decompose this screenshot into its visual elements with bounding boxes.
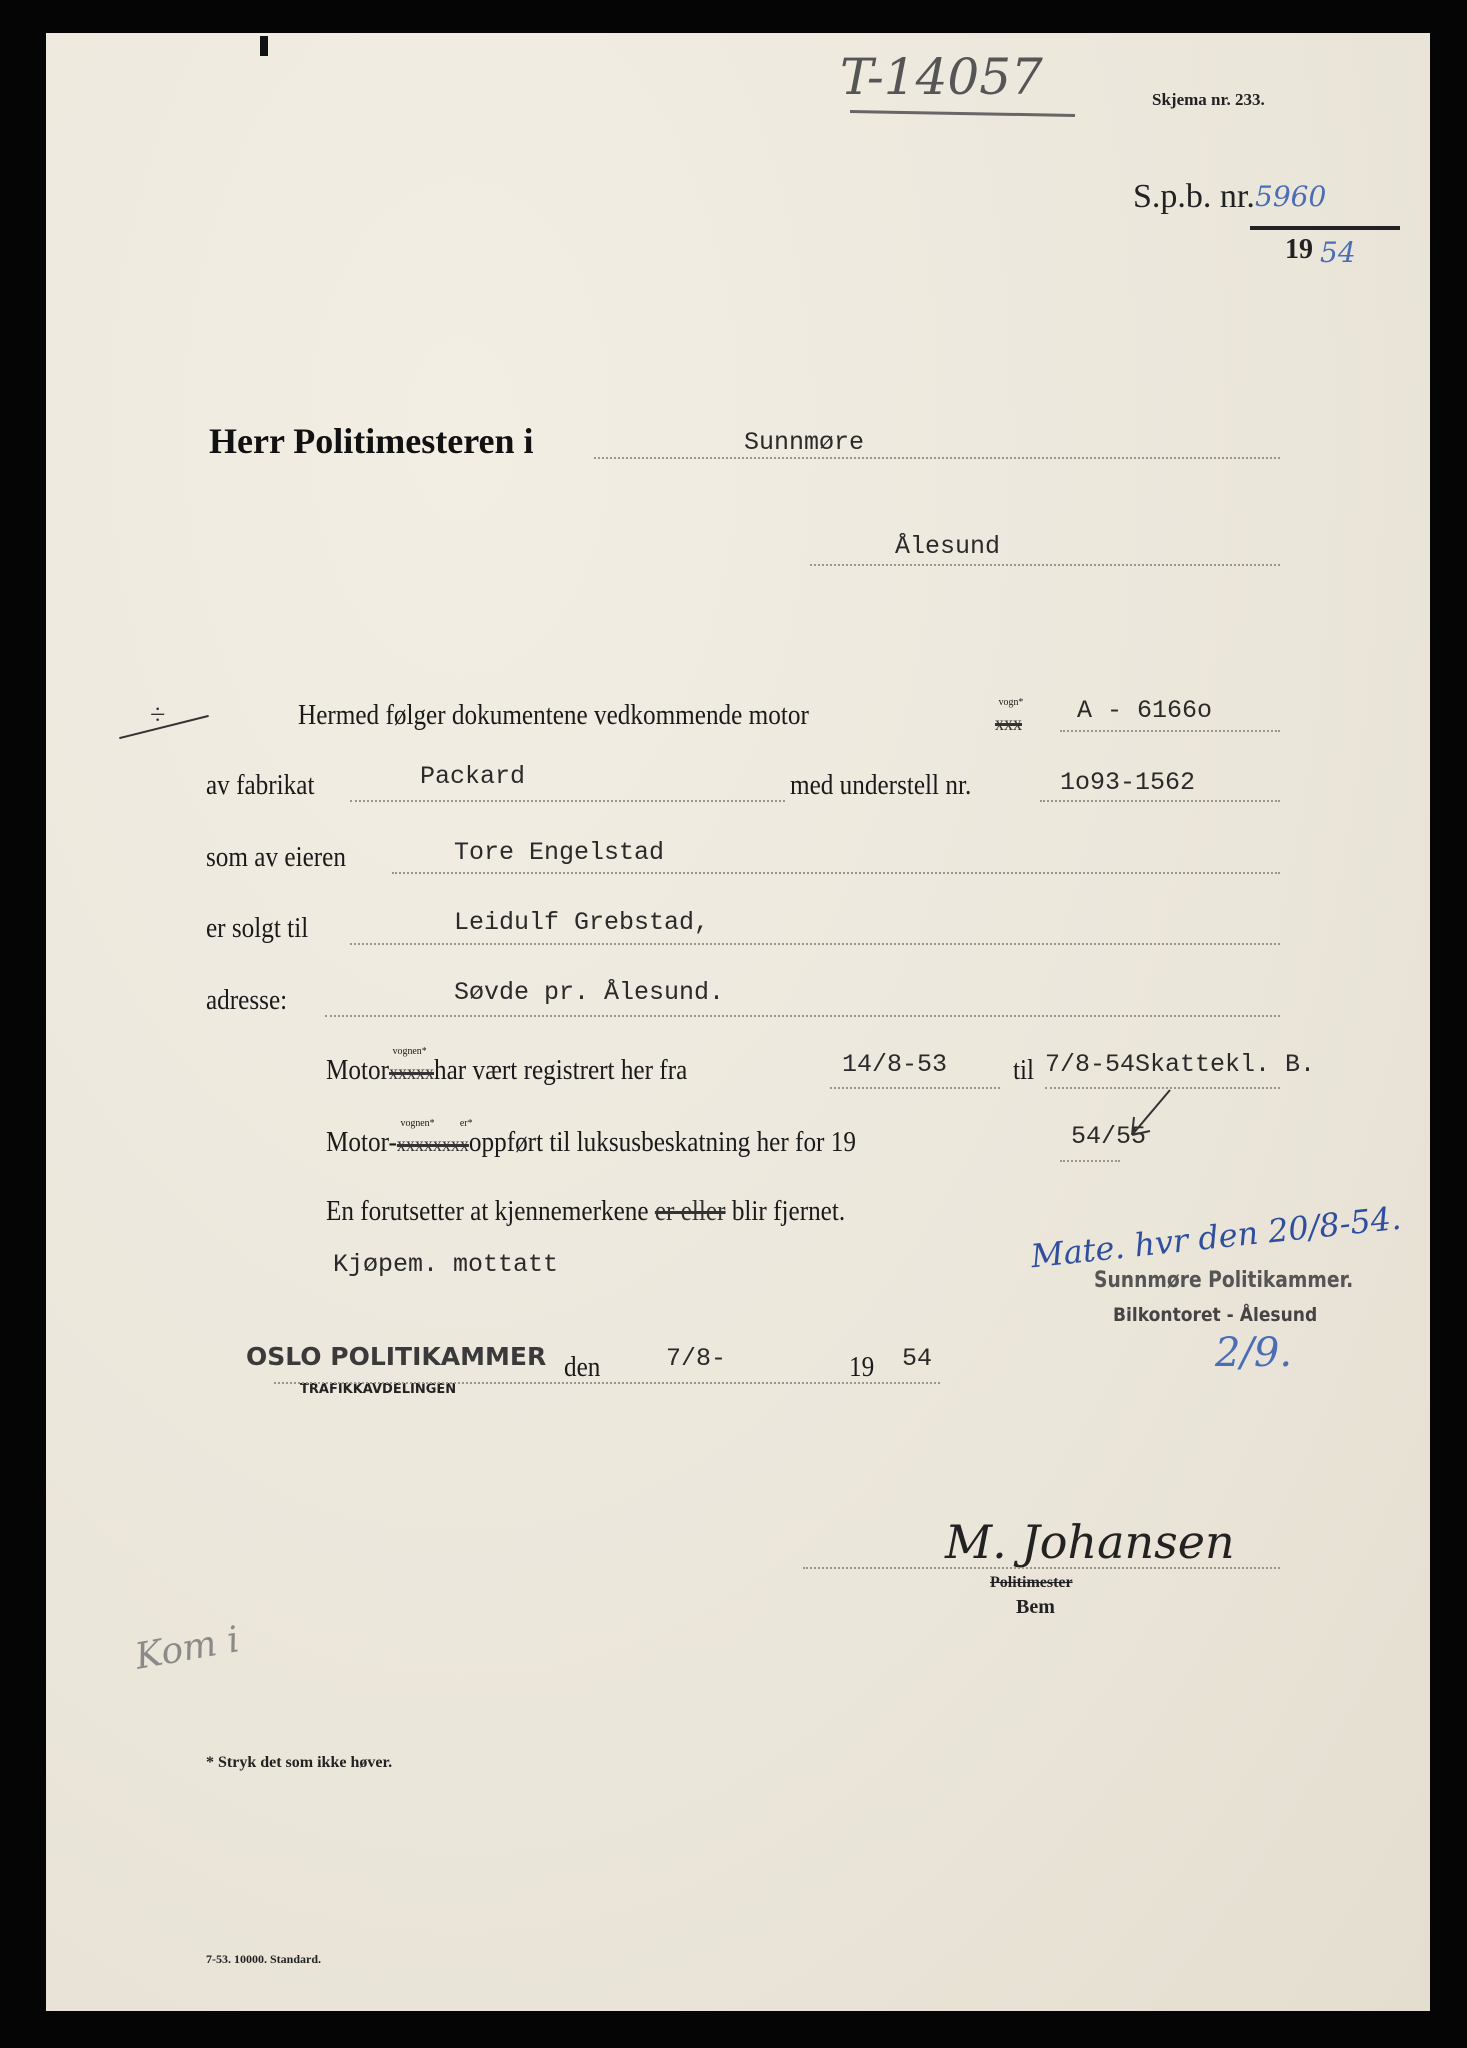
footnote: * Stryk det som ikke høver. <box>206 1754 393 1771</box>
reg-sup: vognen* <box>392 1045 427 1057</box>
sunnmore-stamp-line2: Bilkontoret - Ålesund <box>1113 1304 1318 1326</box>
chassis-label: med understell nr. <box>790 770 972 801</box>
reg-text: har vært registrert her fra <box>434 1055 688 1086</box>
chassis-line <box>1040 800 1280 802</box>
lux-struck: xxxxxxxx <box>396 1134 469 1156</box>
plates-text-b: blir fjernet. <box>731 1196 846 1227</box>
file-number: T-14057 <box>840 48 1043 106</box>
district: Sunnmøre <box>744 428 865 457</box>
received-note: Mate. hvr den 20/8-54. <box>1029 1198 1403 1276</box>
den-label: den <box>564 1352 601 1383</box>
buyer-line <box>350 943 1280 945</box>
reg-prefix: Motor <box>326 1055 389 1086</box>
owner-label: som av eieren <box>206 842 346 873</box>
signature-title2: Bem <box>1016 1596 1055 1618</box>
lux-sup1: vognen* <box>400 1117 435 1129</box>
addressee-label: Herr Politimesteren i <box>209 421 534 461</box>
print-info: 7-53. 10000. Standard. <box>206 1952 322 1966</box>
make-label: av fabrikat <box>206 770 315 801</box>
margin-note: Kom i <box>132 1619 243 1678</box>
signature-line <box>803 1567 1280 1569</box>
oslo-stamp-line2: TRAFIKKAVDELINGEN <box>300 1382 457 1397</box>
purchase-note: Kjøpem. mottatt <box>333 1250 559 1279</box>
luxury-tax-row <box>326 1117 856 1159</box>
registration: A - 6166o <box>1077 696 1213 725</box>
make-line <box>350 800 785 802</box>
vehicle-struck <box>995 696 1024 738</box>
sunnmore-stamp-line1: Sunnmøre Politikammer. <box>1094 1268 1354 1293</box>
reg-to: 7/8-54Skattekl. B. <box>1045 1050 1316 1079</box>
reg-to-label: til <box>1013 1055 1035 1086</box>
arrow-mark <box>1120 1085 1180 1145</box>
district-line <box>594 457 1280 459</box>
year-suffix: 54 <box>902 1344 933 1373</box>
registration-period-row <box>326 1045 688 1087</box>
make: Packard <box>420 762 526 791</box>
buyer: Leidulf Grebstad, <box>454 908 710 937</box>
signature-title: Politimester <box>990 1574 1073 1591</box>
date: 7/8- <box>666 1344 727 1373</box>
lux-year-line <box>1060 1160 1120 1162</box>
plates-struck: er eller <box>654 1196 726 1227</box>
registration-line <box>1060 730 1280 732</box>
chassis: 1o93-1562 <box>1060 768 1196 797</box>
reg-from-line <box>830 1087 1000 1089</box>
year-prefix: 19 <box>849 1352 875 1383</box>
city: Ålesund <box>895 532 1001 561</box>
vehicle-struck-text: xxx <box>995 713 1022 735</box>
address: Søvde pr. Ålesund. <box>454 978 725 1007</box>
lux-year: 54/55 <box>1071 1122 1147 1151</box>
spb-year-suffix: 54 <box>1320 236 1356 269</box>
signature: M. Johansen <box>945 1515 1235 1569</box>
punch-mark <box>260 36 268 56</box>
date-line <box>274 1382 940 1384</box>
address-line <box>325 1015 1280 1017</box>
spb-label: S.p.b. nr. <box>1133 178 1255 215</box>
initials-date: 2/9. <box>1215 1330 1293 1376</box>
lux-text: oppført til luksusbeskatning her for 19 <box>468 1127 856 1158</box>
oslo-stamp-line1: OSLO POLITIKAMMER <box>246 1342 547 1371</box>
spb-number: 5960 <box>1255 180 1327 213</box>
spb-year-prefix: 19 <box>1285 234 1313 265</box>
owner-line <box>392 872 1280 874</box>
reg-struck: xxxxx <box>389 1062 434 1084</box>
plates-row <box>326 1196 845 1228</box>
owner: Tore Engelstad <box>454 838 665 867</box>
plates-text-a: En forutsetter at kjennemerkene <box>326 1196 649 1227</box>
lux-sup2: er* <box>459 1117 473 1129</box>
intro-text: Hermed følger dokumentene vedkommende motor <box>298 700 809 731</box>
lux-prefix: Motor- <box>326 1127 397 1158</box>
reg-from: 14/8-53 <box>842 1050 948 1079</box>
sold-label: er solgt til <box>206 913 309 944</box>
document-page <box>46 33 1430 2011</box>
spb-fraction-line <box>1250 226 1400 230</box>
address-label: adresse: <box>206 985 288 1016</box>
vehicle-sup: vogn* <box>998 696 1024 708</box>
form-number: Skjema nr. 233. <box>1152 90 1265 109</box>
city-line <box>810 564 1280 566</box>
strike-mark: ÷ <box>150 700 166 731</box>
